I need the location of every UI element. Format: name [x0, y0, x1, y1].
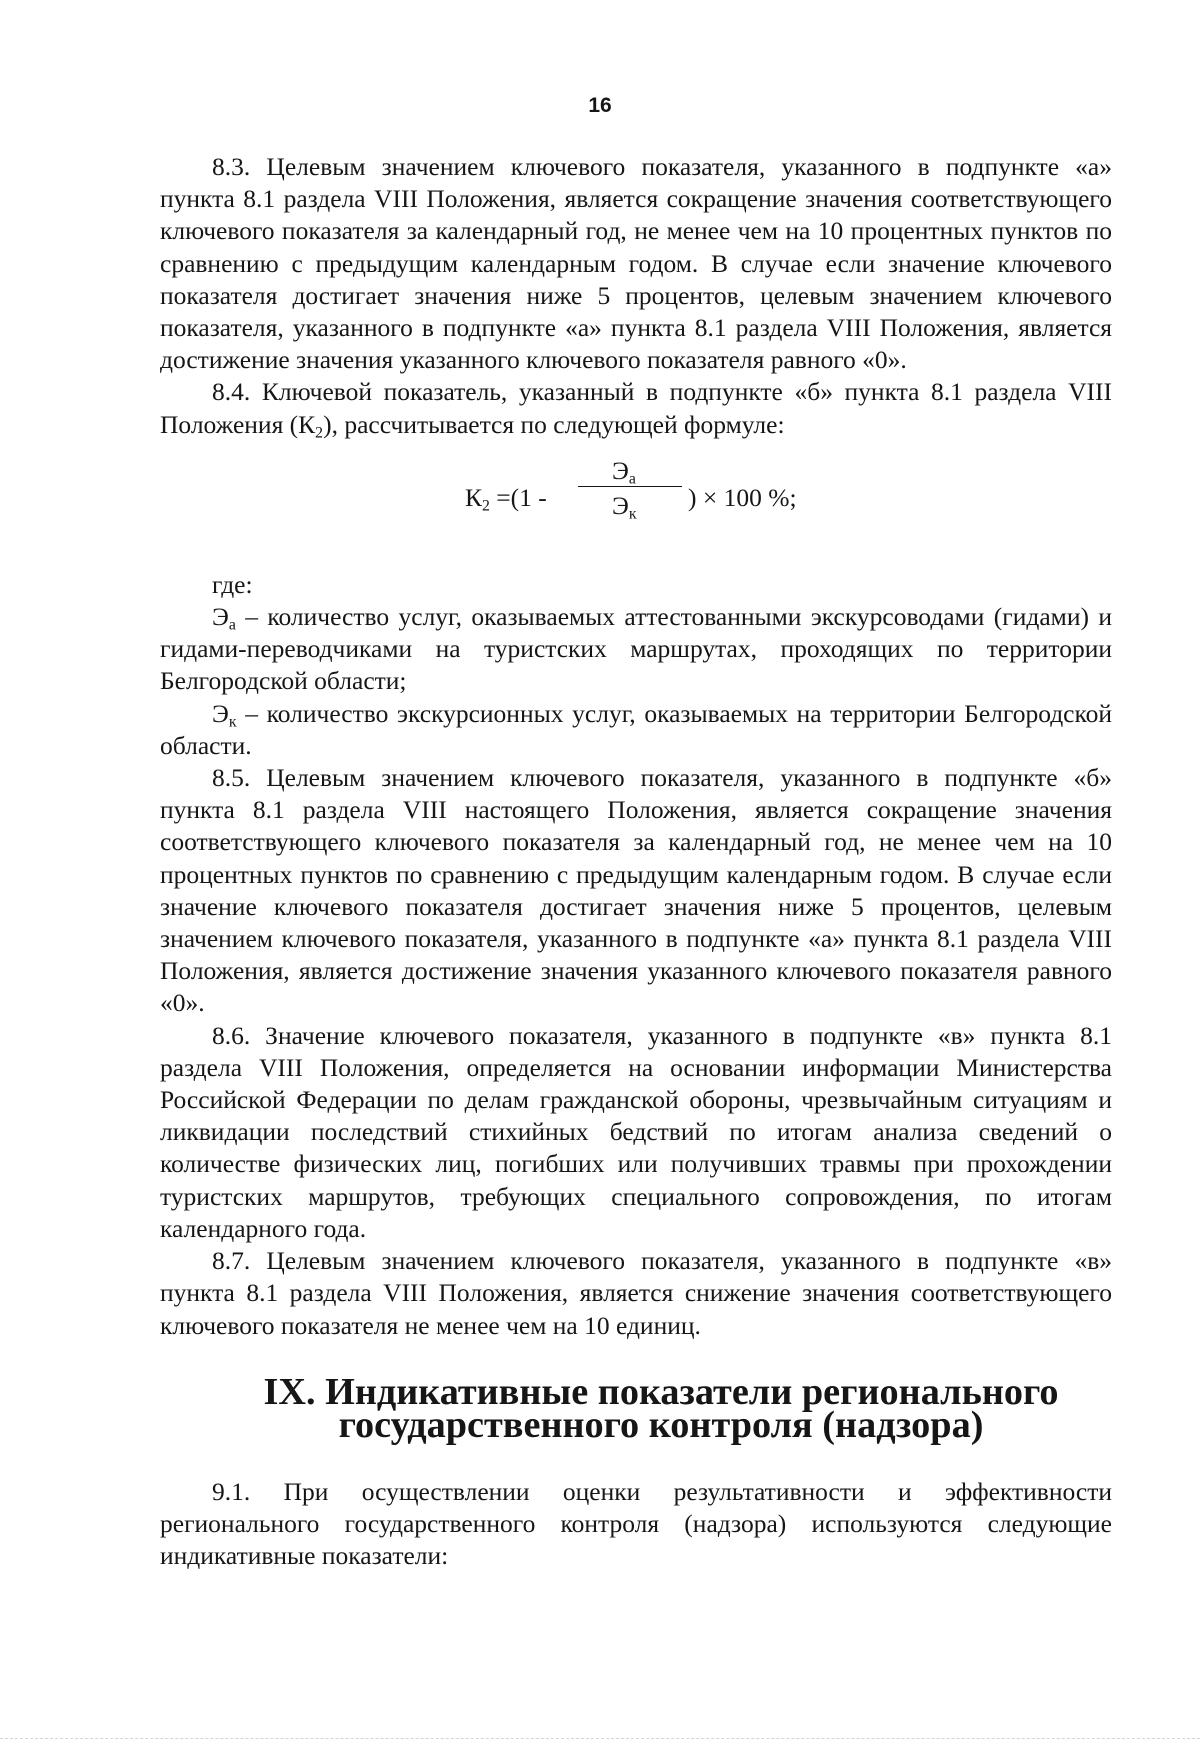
- formula-k-subscript: 2: [482, 497, 490, 515]
- formula-k2: [160, 447, 1112, 557]
- fraction-bar: [578, 486, 682, 487]
- formula-open: =(1 -: [489, 482, 547, 512]
- definition-ek-symbol: Э: [212, 698, 229, 728]
- formula-left-side: [465, 482, 547, 514]
- page-bottom-edge: [0, 1738, 1200, 1739]
- paragraph-9-1: 9.1. При осуществлении оценки результативности и эффективности регионального государственного контроля (надзора) используются следующие индикативные показатели:: [160, 1476, 1112, 1571]
- paragraph-8-6: 8.6. Значение ключевого показателя, указанного в подпункте «в» пункта 8.1 раздела VIII Положения, определяется на основании информации Министерства Российской Федерации по делам гражданской обороны, чрезвычайным ситуациям и ликвидации последствий стихийных бедствий по итогам анализа сведений о количестве физических лиц, погибших или получивших травмы при прохождении туристских маршрутов, требующих специального сопровождения, по итогам календарного года.: [160, 1020, 1112, 1243]
- formula-denominator: [612, 490, 637, 522]
- definition-ea-text: – количество услуг, оказываемых аттестованными экскурсоводами (гидами) и гидами-переводчиками на туристских маршрутах, проходящих по территории Белгородской области;: [160, 602, 1112, 696]
- document-body: [160, 151, 1112, 1572]
- section-heading-ix: IX. Индикативные показатели регионального государственного контроля (надзора): [263, 1370, 1059, 1446]
- formula-numerator-symbol: Э: [612, 455, 629, 485]
- definition-ea-subscript: а: [228, 616, 236, 634]
- paragraph-8-7: 8.7. Целевым значением ключевого показателя, указанного в подпункте «в» пункта 8.1 раздела VIII Положения, является снижение значения соответствующего ключевого показателя не менее чем на 10 единиц.: [160, 1246, 1112, 1340]
- definition-ea: [160, 601, 1112, 698]
- definition-ea-symbol: Э: [212, 602, 229, 632]
- formula-right-side: ) × 100 %;: [688, 482, 797, 512]
- definition-ek-subscript: к: [228, 713, 237, 731]
- formula-numerator-subscript: а: [628, 470, 636, 488]
- paragraph-8-4-text-b: ), рассчитывается по следующей формуле:: [323, 409, 785, 439]
- paragraph-8-3: 8.3. Целевым значением ключевого показателя, указанного в подпункте «а» пункта 8.1 раздела VIII Положения, является сокращение значения соответствующего ключевого показателя за календарный год, не менее чем на 10 процентных пунктов по сравнению с предыдущим календарным годом. В случае если значение ключевого показателя достигает значения ниже 5 процентов, целевым значением ключевого показателя, указанного в подпункте «а» пункта 8.1 раздела VIII Положения, является достижение значения указанного ключевого показателя равного «0».: [160, 152, 1112, 375]
- where-label: где:: [212, 569, 253, 599]
- page-number: 16: [588, 94, 612, 117]
- paragraph-8-4: [160, 376, 1112, 440]
- formula-denominator-subscript: к: [628, 505, 637, 523]
- definition-ek: [160, 698, 1112, 762]
- formula-k-symbol: К: [465, 482, 483, 512]
- formula-numerator: [612, 455, 636, 487]
- paragraph-8-4-text-a: 8.4. Ключевой показатель, указанный в подпункте «б» пункта 8.1 раздела VIII Положения (К: [160, 377, 1112, 439]
- paragraph-8-5: 8.5. Целевым значением ключевого показателя, указанного в подпункте «б» пункта 8.1 раздела VIII настоящего Положения, является сокращение значения соответствующего ключевого показателя за календарный год, не менее чем на 10 процентных пунктов по сравнению с предыдущим календарным годом. В случае если значение ключевого показателя достигает значения ниже 5 процентов, целевым значением ключевого показателя, указанного в подпункте «а» пункта 8.1 раздела VIII Положения, является достижение значения указанного ключевого показателя равного «0».: [160, 763, 1112, 1018]
- definition-ek-text: – количество экскурсионных услуг, оказываемых на территории Белгородской области.: [160, 698, 1112, 760]
- paragraph-8-4-subscript: 2: [315, 424, 324, 442]
- formula-denominator-symbol: Э: [612, 490, 629, 520]
